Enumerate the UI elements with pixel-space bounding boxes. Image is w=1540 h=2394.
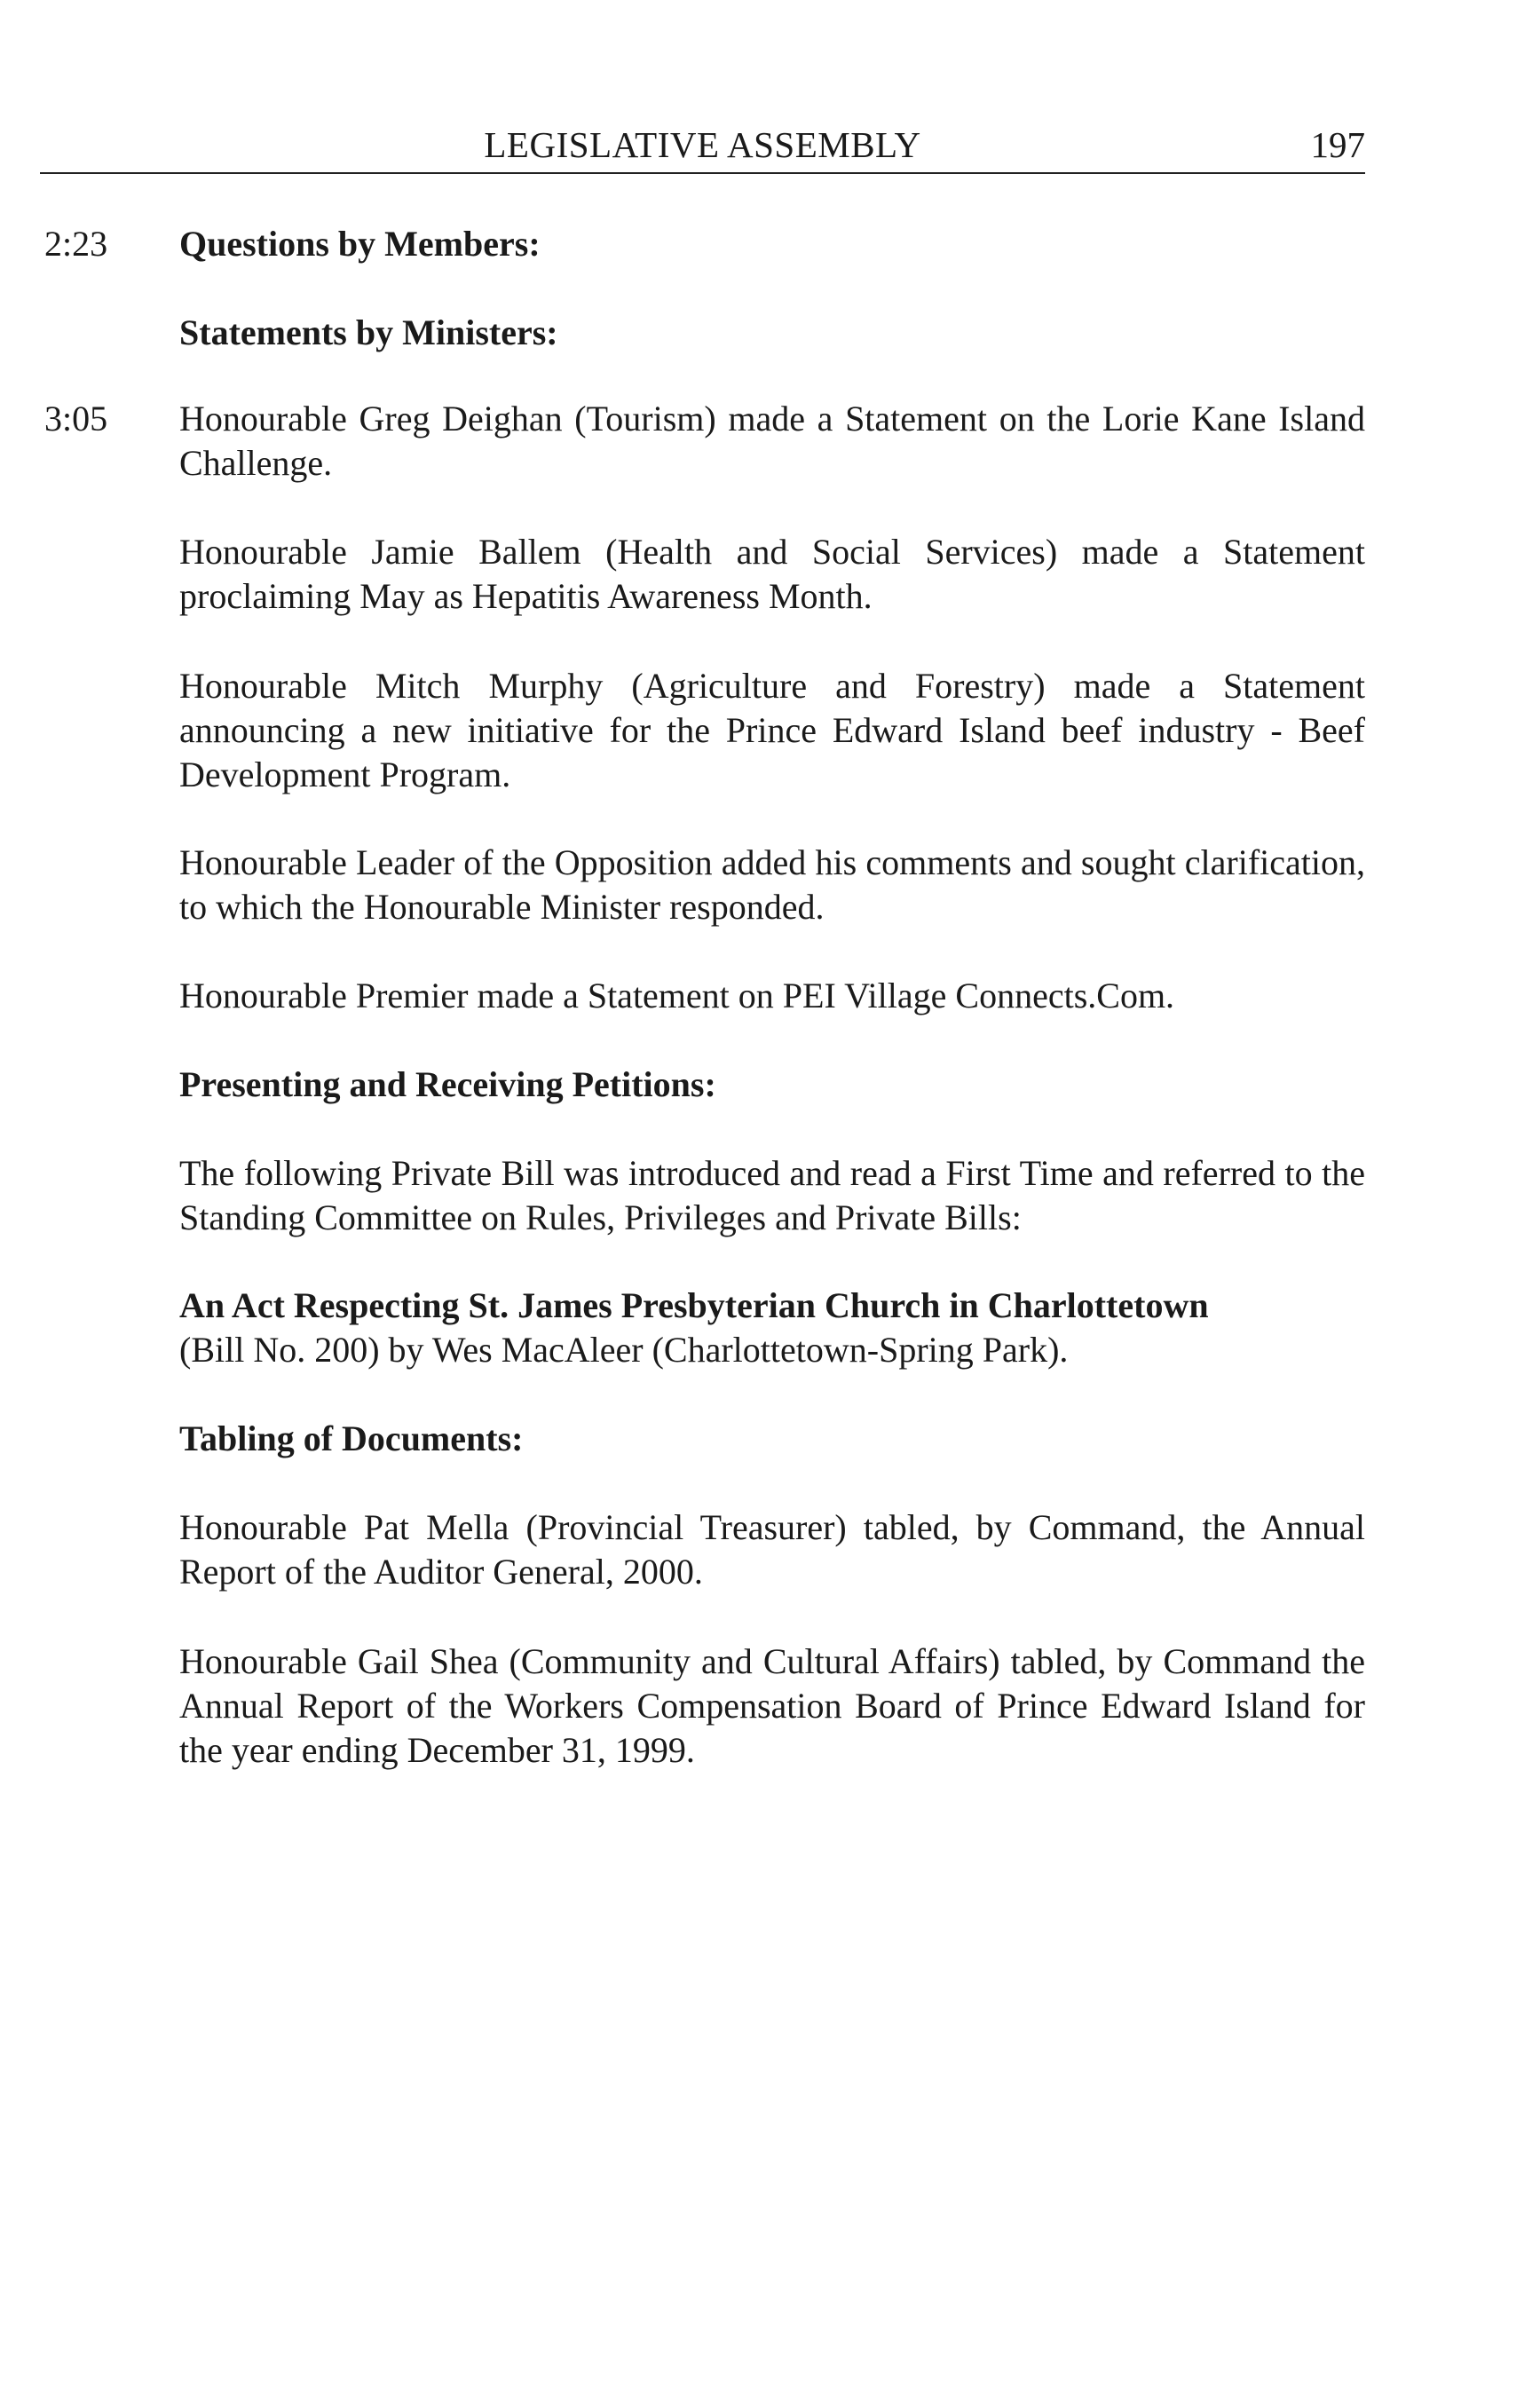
paragraph-premier: Honourable Premier made a Statement on PEI Village Connects.Com.: [179, 976, 1175, 1015]
heading-tabling: Tabling of Documents:: [179, 1418, 524, 1458]
header-rule: [40, 172, 1365, 174]
header-title: LEGISLATIVE ASSEMBLY: [484, 124, 921, 165]
paragraph-deighan: Honourable Greg Deighan (Tourism) made a Statement on the Lorie Kane Island Challenge.: [179, 399, 1365, 483]
time-stamp: 2:23: [44, 224, 108, 264]
paragraph-private-bill: The following Private Bill was introduced and read a First Time and referred to the Standing Committee on Rules, Privileges and Private Bills:: [179, 1153, 1365, 1237]
paragraph-murphy: Honourable Mitch Murphy (Agriculture and Forestry) made a Statement announcing a new initiative for the Prince Edward Island beef industry - Beef Development Program.: [179, 666, 1365, 794]
paragraph-mella: Honourable Pat Mella (Provincial Treasurer) tabled, by Command, the Annual Report of the Auditor General, 2000.: [179, 1507, 1365, 1592]
paragraph-ballem: Honourable Jamie Ballem (Health and Social Services) made a Statement proclaiming May as Hepatitis Awareness Month.: [179, 532, 1365, 616]
heading-questions: Questions by Members:: [179, 224, 541, 264]
bill-title: An Act Respecting St. James Presbyterian Church in Charlottetown: [179, 1285, 1209, 1325]
heading-petitions: Presenting and Receiving Petitions:: [179, 1064, 716, 1104]
running-header: [40, 122, 1365, 167]
heading-statements: Statements by Ministers:: [179, 312, 558, 352]
paragraph-opposition: Honourable Leader of the Opposition added his comments and sought clarification, to which the Honourable Minister responded.: [179, 842, 1365, 927]
paragraph-shea: Honourable Gail Shea (Community and Cultural Affairs) tabled, by Command the Annual Report of the Workers Compensation Board of Prince Edward Island for the year ending December 31, 1999.: [179, 1641, 1365, 1770]
time-stamp: 3:05: [44, 399, 108, 439]
bill-detail: (Bill No. 200) by Wes MacAleer (Charlottetown-Spring Park).: [179, 1330, 1069, 1370]
bill-entry: [179, 1284, 1365, 1372]
page-number: 197: [1310, 124, 1365, 165]
